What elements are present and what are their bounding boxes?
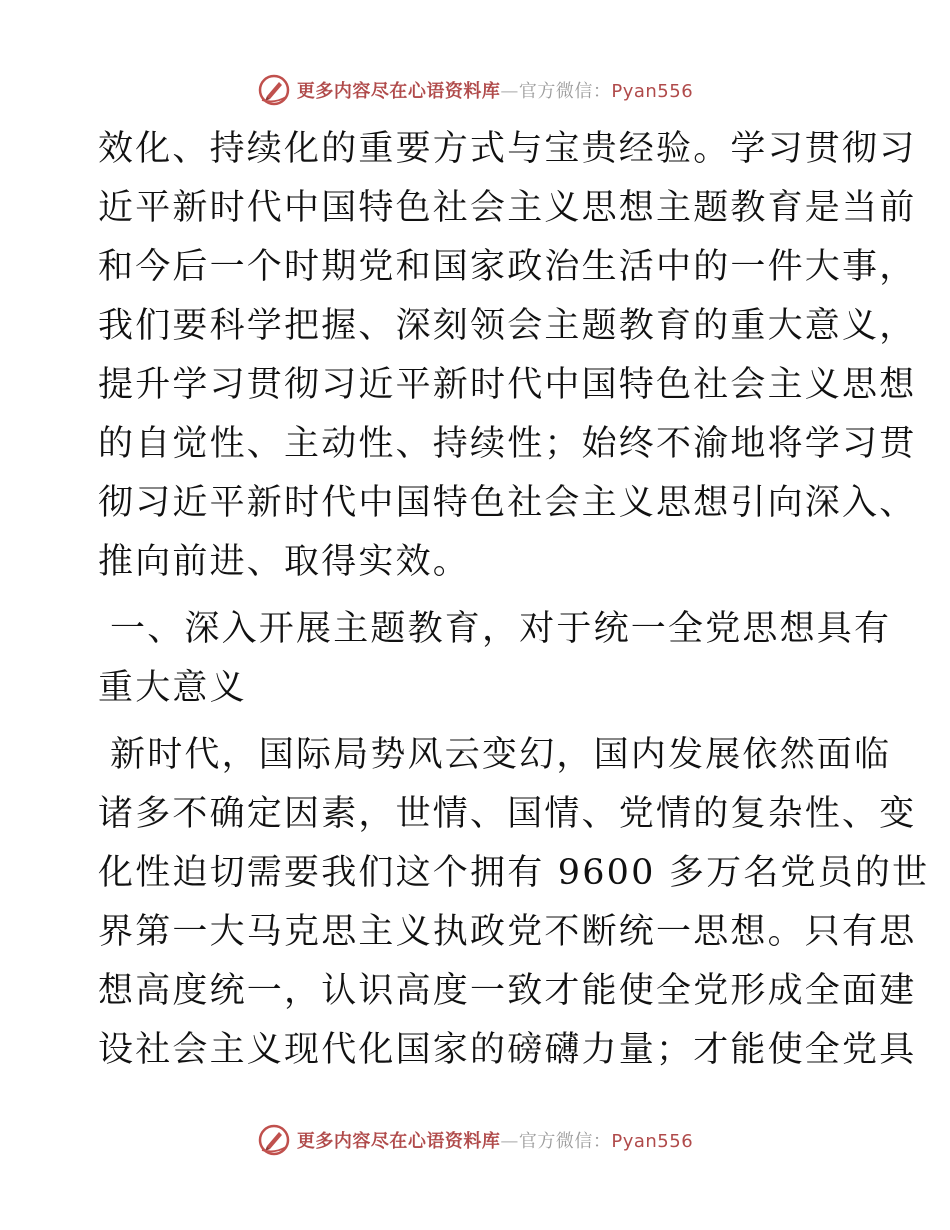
watermark-separator: — bbox=[500, 81, 519, 102]
paragraph-spacer bbox=[98, 592, 858, 600]
pen-logo-icon bbox=[257, 1123, 291, 1157]
text-line: 提升学习贯彻习近平新时代中国特色社会主义思想 bbox=[98, 365, 917, 405]
header-watermark bbox=[0, 70, 950, 110]
text-line: 效化、持续化的重要方式与宝贵经验。学习贯彻习 bbox=[98, 129, 917, 169]
watermark-group bbox=[257, 73, 693, 107]
watermark-label: 官方微信： bbox=[518, 81, 612, 102]
text-line: 诸多不确定因素，世情、国情、党情的复杂性、变 bbox=[98, 794, 917, 834]
text-line: 推向前进、取得实效。 bbox=[98, 542, 471, 582]
watermark-wechat-id: Pyan556 bbox=[611, 1131, 694, 1152]
heading-line: 重大意义 bbox=[98, 668, 247, 708]
watermark-label: 官方微信： bbox=[518, 1131, 612, 1152]
text-line: 界第一大马克思主义执政党不断统一思想。只有思 bbox=[98, 912, 917, 952]
text-line: 我们要科学把握、深刻领会主题教育的重大意义， bbox=[98, 306, 917, 346]
text-line: 和今后一个时期党和国家政治生活中的一件大事， bbox=[98, 247, 917, 287]
text-line: 近平新时代中国特色社会主义思想主题教育是当前 bbox=[98, 188, 917, 228]
footer-watermark bbox=[0, 1120, 950, 1160]
paragraph bbox=[98, 726, 930, 1080]
document-body bbox=[98, 120, 930, 1080]
text-line: 新时代，国际局势风云变幻，国内发展依然面临 bbox=[110, 735, 892, 775]
paragraph-spacer bbox=[98, 718, 858, 726]
text-line: 想高度统一，认识高度一致才能使全党形成全面建 bbox=[98, 971, 917, 1011]
watermark-wechat-id: Pyan556 bbox=[611, 81, 694, 102]
text-line: 的自觉性、主动性、持续性；始终不渝地将学习贯 bbox=[98, 424, 917, 464]
watermark-text bbox=[297, 77, 693, 103]
section-heading bbox=[98, 600, 892, 718]
heading-line: 一、深入开展主题教育，对于统一全党思想具有 bbox=[110, 609, 892, 649]
pen-logo-icon bbox=[257, 73, 291, 107]
text-line: 彻习近平新时代中国特色社会主义思想引向深入、 bbox=[98, 483, 917, 523]
paragraph bbox=[98, 120, 917, 592]
watermark-group bbox=[257, 1123, 693, 1157]
text-line: 设社会主义现代化国家的磅礴力量；才能使全党具 bbox=[98, 1030, 917, 1070]
watermark-site: 更多内容尽在心语资料库 bbox=[296, 1131, 501, 1152]
text-line: 化性迫切需要我们这个拥有 9600 多万名党员的世 bbox=[98, 853, 930, 893]
watermark-site: 更多内容尽在心语资料库 bbox=[296, 81, 501, 102]
watermark-separator: — bbox=[500, 1131, 519, 1152]
watermark-text bbox=[297, 1127, 693, 1153]
